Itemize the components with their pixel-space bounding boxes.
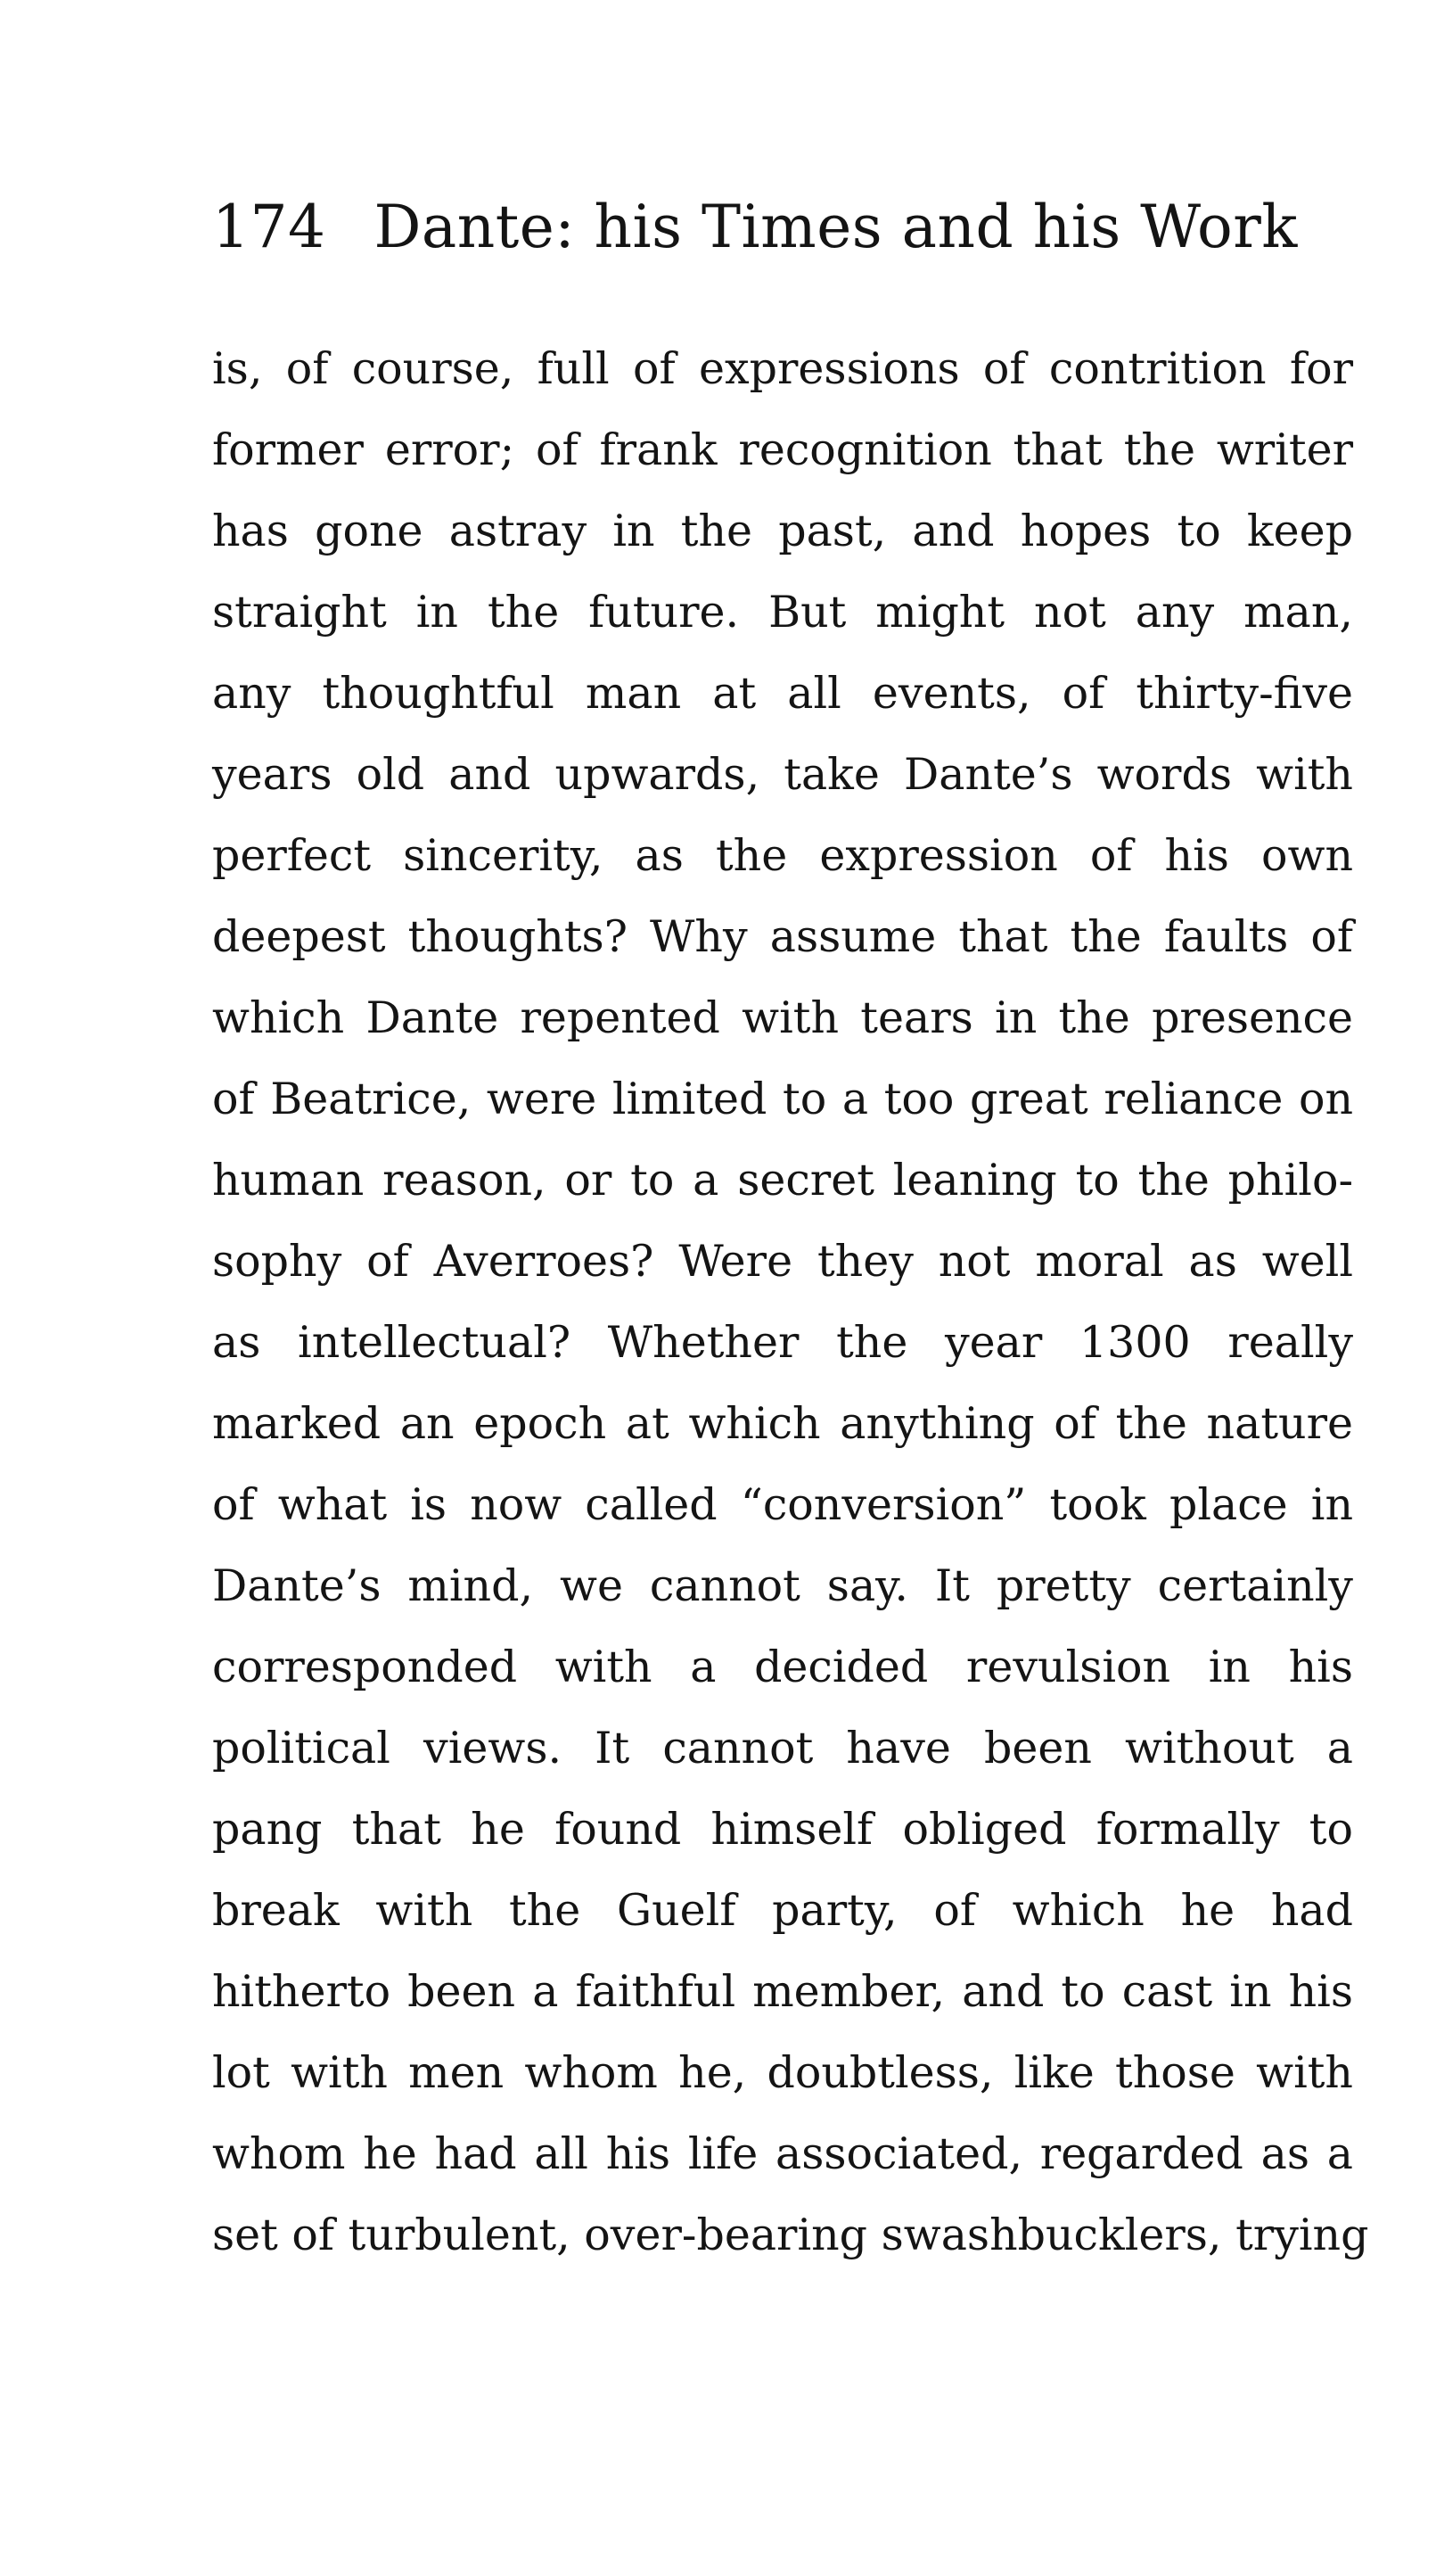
text-line: whom he had all his life associated, regarded as a (212, 2128, 1353, 2179)
text-line: any thoughtful man at all events, of thirty-five (212, 668, 1353, 719)
running-head (212, 193, 1353, 261)
text-line: pang that he found himself obliged formally to (212, 1804, 1353, 1855)
text-line: corresponded with a decided revulsion in his (212, 1642, 1353, 1692)
text-line: lot with men whom he, doubtless, like those with (212, 2047, 1353, 2098)
text-line: break with the Guelf party, of which he had (212, 1885, 1353, 1936)
text-line: political views. It cannot have been without a (212, 1723, 1353, 1774)
text-line: as intellectual? Whether the year 1300 really (212, 1317, 1353, 1368)
running-title: Dante: his Times and his Work (373, 193, 1298, 261)
page-number: 174 (212, 193, 326, 261)
body-text (212, 328, 1369, 2276)
text-line: human reason, or to a secret leaning to the philo- (212, 1155, 1353, 1206)
text-line: of Beatrice, were limited to a too great reliance on (212, 1074, 1353, 1124)
text-line: straight in the future. But might not any man, (212, 587, 1353, 638)
text-line: of what is now called “conversion” took place in (212, 1479, 1353, 1530)
text-line: perfect sincerity, as the expression of his own (212, 830, 1353, 881)
text-line: former error; of frank recognition that the writer (212, 424, 1353, 475)
text-line: has gone astray in the past, and hopes to keep (212, 506, 1353, 556)
text-line: deepest thoughts? Why assume that the faults of (212, 911, 1353, 962)
text-line: marked an epoch at which anything of the nature (212, 1398, 1353, 1449)
text-line: set of turbulent, over-bearing swashbucklers, trying (212, 2210, 1369, 2260)
text-line: Dante’s mind, we cannot say. It pretty certainly (212, 1560, 1353, 1611)
text-line: is, of course, full of expressions of contrition for (212, 343, 1353, 394)
text-line: hitherto been a faithful member, and to cast in his (212, 1966, 1353, 2017)
text-line: sophy of Averroes? Were they not moral as well (212, 1236, 1353, 1287)
text-line: which Dante repented with tears in the presence (212, 992, 1353, 1043)
text-line: years old and upwards, take Dante’s words with (212, 749, 1353, 800)
